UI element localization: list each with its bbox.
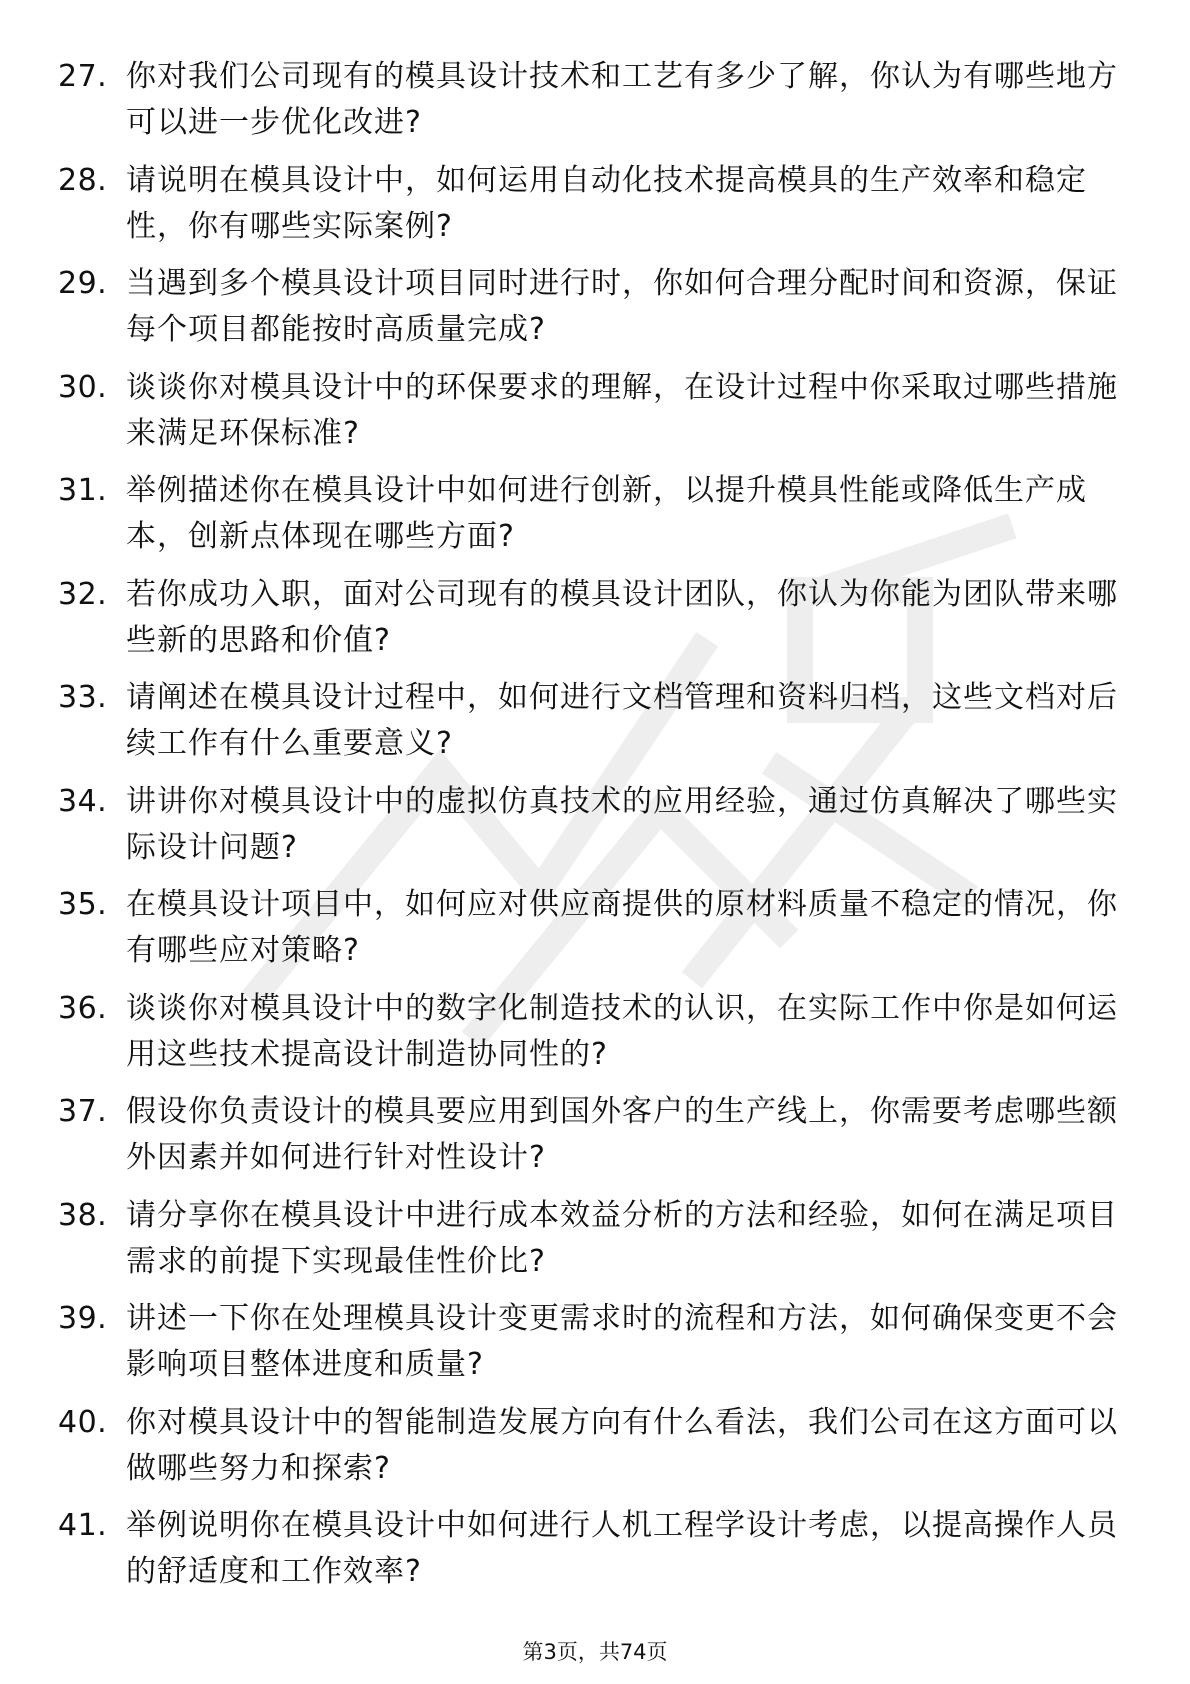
question-item: [58, 986, 1118, 1090]
question-number: 34.: [58, 783, 108, 819]
question-item: [58, 779, 1118, 883]
question-number: 27.: [58, 59, 108, 94]
question-item: [58, 1400, 1118, 1504]
question-number: 38.: [58, 1197, 108, 1233]
question-item: [58, 1193, 1118, 1297]
question-item: [58, 261, 1118, 365]
question-number: 31.: [58, 473, 108, 508]
question-item: [58, 468, 1118, 572]
question-text: 谈谈你对模具设计中的数字化制造技术的认识，在实际工作中你是如何运用这些技术提高设计制造协同性的?: [126, 990, 1118, 1072]
question-item: [58, 572, 1118, 676]
question-item: [58, 675, 1118, 779]
question-text: 你对我们公司现有的模具设计技术和工艺有多少了解，你认为有哪些地方可以进一步优化改进?: [126, 59, 1118, 140]
question-number: 32.: [58, 576, 108, 612]
question-text: 举例说明你在模具设计中如何进行人机工程学设计考虑，以提高操作人员的舒适度和工作效率?: [126, 1508, 1118, 1589]
question-number: 41.: [58, 1508, 108, 1543]
question-item: [58, 882, 1118, 986]
question-text: 举例描述你在模具设计中如何进行创新，以提升模具性能或降低生产成本，创新点体现在哪些方面?: [126, 473, 1087, 554]
question-item: [58, 1503, 1118, 1607]
question-text: 请说明在模具设计中，如何运用自动化技术提高模具的生产效率和稳定性，你有哪些实际案例?: [126, 162, 1087, 244]
question-number: 35.: [58, 887, 108, 922]
question-text: 讲讲你对模具设计中的虚拟仿真技术的应用经验，通过仿真解决了哪些实际设计问题?: [126, 783, 1118, 865]
question-text: 若你成功入职，面对公司现有的模具设计团队，你认为你能为团队带来哪些新的思路和价值?: [126, 576, 1118, 658]
question-number: 39.: [58, 1301, 108, 1336]
question-item: [58, 1089, 1118, 1193]
question-number: 37.: [58, 1094, 108, 1129]
question-text: 谈谈你对模具设计中的环保要求的理解，在设计过程中你采取过哪些措施来满足环保标准?: [126, 369, 1118, 451]
question-text: 请阐述在模具设计过程中，如何进行文档管理和资料归档，这些文档对后续工作有什么重要意义?: [126, 680, 1118, 761]
question-item: [58, 1296, 1118, 1400]
question-number: 29.: [58, 266, 108, 301]
question-text: 你对模具设计中的智能制造发展方向有什么看法，我们公司在这方面可以做哪些努力和探索?: [126, 1404, 1118, 1486]
question-number: 40.: [58, 1404, 108, 1440]
question-item: [58, 158, 1118, 262]
question-text: 假设你负责设计的模具要应用到国外客户的生产线上，你需要考虑哪些额外因素并如何进行针对性设计?: [126, 1094, 1118, 1175]
question-number: 36.: [58, 990, 108, 1026]
question-number: 28.: [58, 162, 108, 198]
page-footer: 第3页，共74页: [522, 1640, 668, 1664]
question-number: 30.: [58, 369, 108, 405]
question-item: [58, 365, 1118, 469]
question-item: [58, 54, 1118, 158]
question-text: 当遇到多个模具设计项目同时进行时，你如何合理分配时间和资源，保证每个项目都能按时高质量完成?: [126, 266, 1118, 347]
question-number: 33.: [58, 680, 108, 715]
question-text: 讲述一下你在处理模具设计变更需求时的流程和方法，如何确保变更不会影响项目整体进度和质量?: [126, 1301, 1118, 1382]
question-text: 请分享你在模具设计中进行成本效益分析的方法和经验，如何在满足项目需求的前提下实现最佳性价比?: [126, 1197, 1118, 1279]
question-list: [58, 54, 1118, 1607]
question-text: 在模具设计项目中，如何应对供应商提供的原材料质量不稳定的情况，你有哪些应对策略?: [126, 887, 1118, 968]
